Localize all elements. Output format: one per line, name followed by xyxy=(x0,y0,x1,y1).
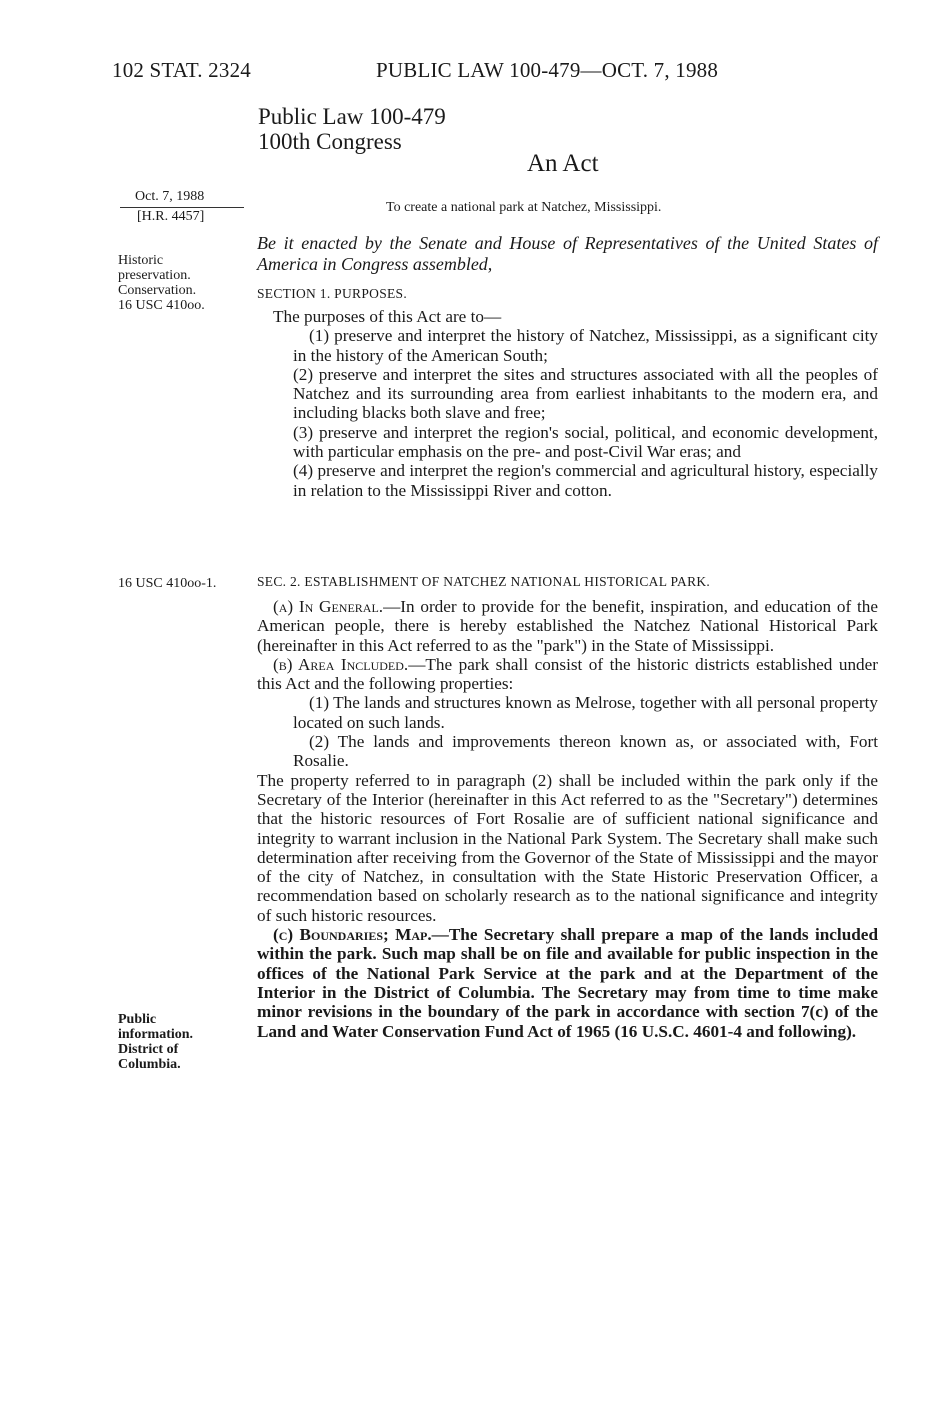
margin-note-line: 16 USC 410oo. xyxy=(118,298,205,313)
subsection-c-label: (c) Boundaries; Map. xyxy=(273,925,432,945)
property-item: (1) The lands and structures known as Melrose, together with all personal property located on such lands. xyxy=(293,693,878,732)
margin-note-line: Columbia. xyxy=(118,1057,181,1072)
congress-number: 100th Congress xyxy=(258,129,402,154)
subsection-c-text: —The Secretary shall prepare a map of the lands included within the park. Such map shall be on file and available for public inspection in the offices of the National Park Service at the park and at the Department of the Interior in the District of Columbia. The Secretary may from time to time make minor revisions in the boundary of the park in accordance with section 7(c) of the Land and Water Conservation Fund Act of 1965 (16 U.S.C. 4601-4 and following). xyxy=(257,925,878,1041)
margin-note-line: District of xyxy=(118,1042,179,1057)
margin-note-line: information. xyxy=(118,1027,194,1042)
margin-bill-number: [H.R. 4457] xyxy=(137,209,205,224)
page-stat-number: 102 STAT. 2324 xyxy=(112,58,251,82)
purposes-list xyxy=(257,326,878,500)
property-paragraph: The property referred to in paragraph (2) shall be included within the park only if the Secretary of the Interior (hereinafter in this Act referred to as the "Secretary") determines that the historic resources of Fort Rosalie are of sufficient national significance and integrity to warrant inclusion in the National Park System. The Secretary shall make such determination after receiving from the Governor of the State of Mississippi and the mayor of the city of Natchez, in consultation with the State Historic Preservation Officer, a recommendation based on scholarly research as to the national significance and integrity of such historic resources. xyxy=(257,770,878,925)
section-1-intro: The purposes of this Act are to— xyxy=(273,307,502,326)
subsection-b xyxy=(257,655,878,694)
section-1-heading: SECTION 1. PURPOSES. xyxy=(257,286,408,301)
purpose-item: (1) preserve and interpret the history of Natchez, Mississippi, as a significant city in the history of the American South; xyxy=(293,326,878,365)
subsection-b-label: (b) Area Included. xyxy=(273,654,409,674)
margin-note-purposes xyxy=(118,253,248,313)
law-number: Public Law 100-479 xyxy=(258,104,446,129)
margin-note-line: Public xyxy=(118,1012,157,1027)
properties-list xyxy=(257,693,878,770)
margin-note-public-info xyxy=(118,1012,248,1072)
act-heading: An Act xyxy=(527,150,599,177)
running-title: PUBLIC LAW 100-479—OCT. 7, 1988 xyxy=(376,58,719,82)
section-2-body xyxy=(257,597,878,1041)
subsection-a-label: (a) In General. xyxy=(273,597,384,616)
subsection-a-text: —In order to provide for the benefit, inspiration, and education of the American people, there is hereby established the Natchez National Historical Park (hereinafter in this Act referred to as the "park") in the State of Mississippi. xyxy=(257,597,878,655)
margin-note-line: preservation. xyxy=(118,268,191,283)
enacting-clause: Be it enacted by the Senate and House of Representatives of the United States of America in Congress assembled, xyxy=(257,233,878,274)
section-1-body xyxy=(257,307,878,500)
margin-note-line: Historic xyxy=(118,253,164,268)
margin-note-line: Conservation. xyxy=(118,283,197,298)
law-title xyxy=(258,104,446,154)
purpose-item: (4) preserve and interpret the region's commercial and agricultural history, especially in relation to the Mississippi River and cotton. xyxy=(293,461,878,500)
margin-note-usc: 16 USC 410oo-1. xyxy=(118,576,217,591)
margin-date: Oct. 7, 1988 xyxy=(120,188,244,208)
purpose-item: (3) preserve and interpret the region's social, political, and economic development, with particular emphasis on the pre- and post-Civil War eras; and xyxy=(293,422,878,462)
property-item: (2) The lands and improvements thereon known as, or associated with, Fort Rosalie. xyxy=(293,732,878,771)
purpose-item: (2) preserve and interpret the sites and structures associated with all the peoples of Natchez and its surrounding area from earliest inhabitants to the modern era, and including blacks both slave and free; xyxy=(293,364,878,423)
subsection-b-text: —The park shall consist of the historic districts established under this Act and the following properties: xyxy=(257,654,879,694)
subsection-c xyxy=(257,925,878,1041)
short-title: To create a national park at Natchez, Mississippi. xyxy=(386,200,662,215)
subsection-a xyxy=(257,597,878,655)
section-2-heading: SEC. 2. ESTABLISHMENT OF NATCHEZ NATIONAL HISTORICAL PARK. xyxy=(257,574,711,589)
margin-date-block xyxy=(120,188,244,226)
